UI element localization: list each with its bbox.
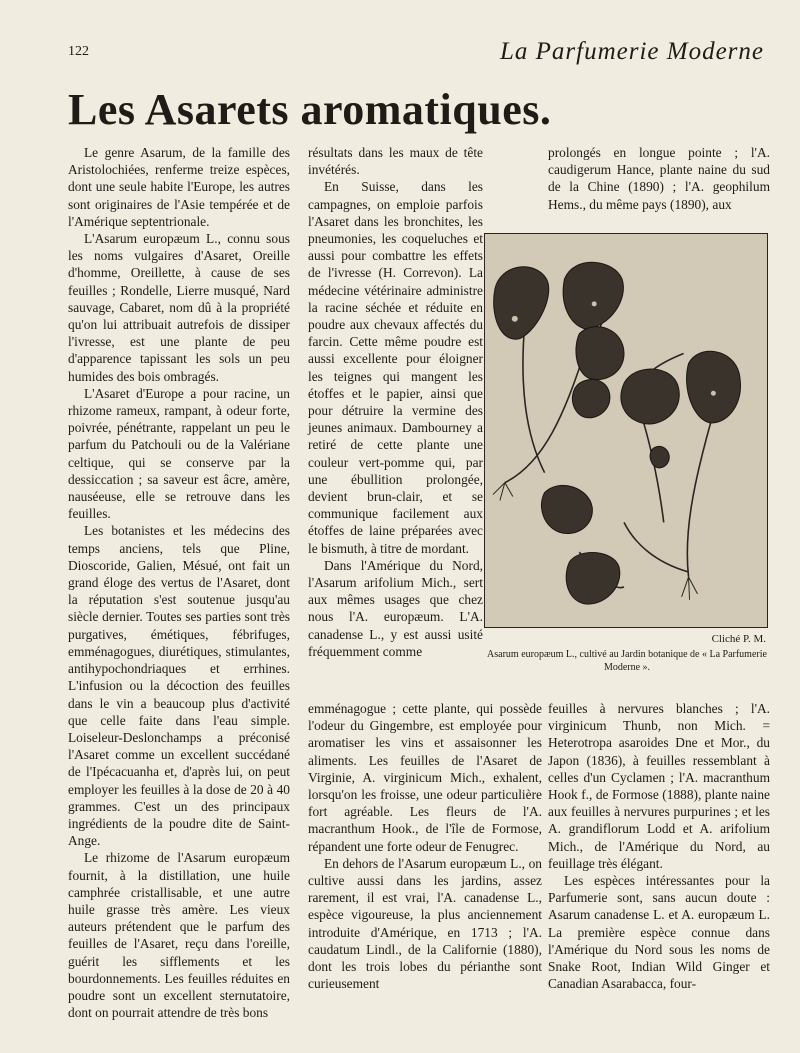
paragraph: En dehors de l'Asarum europæum L., on cultive aussi dans les jardins, assez rarement, il est vrai, l'A. canadense L., espèce vigoureuse, la plus anciennement introduite d'Amérique, en 1713 ; l'A. caudatum Lindl., de la Californie (1880), dont les trois lobes du périanthe sont curieusement: [308, 855, 542, 992]
paragraph: En Suisse, dans les campagnes, on emploie parfois l'Asaret dans les bronchites, les pneumonies, les coqueluches et aussi pour combattre les effets de l'ivresse (H. Correvon). La médecine vétérinaire administre la racine séchée et réduite en poudre aux chevaux affectés du farcin. Cette même poudre est aussi excellente pour éloigner les teignes qui mangent les étoffes et le papier, ainsi que pour détruire la vermine des jeunes animaux. Dambourney a retiré de cette plante une couleur vert-pomme qui, par une ébullition prolongée, devient brun-clair, et se communique facilement aux étoffes de laine préparées avec le bismuth, à titre de mordant.: [308, 179, 483, 556]
figure-caption: Asarum europæum L., cultivé au Jardin botanique de « La Parfumerie Moderne ».: [487, 649, 767, 673]
photo-credit: Cliché P. M.: [711, 633, 766, 645]
paragraph: prolongés en longue pointe ; l'A. caudigerum Hance, plante naine du sud de la Chine (1890) ; l'A. geophilum Hems., du même pays (1890), aux: [548, 145, 770, 212]
paragraph: Les botanistes et les médecins des temps anciens, tels que Pline, Dioscoride, Galien, Mésué, ont fait un grand éloge des vertus de l'Asaret, dont la réputation s'est soutenue jusqu'au siècle dernier. Toutes ses parties sont très purgatives, émétiques, fébrifuges, emménagogues, diurétiques, stimulantes, antihypochondriaques et errhines. L'infusion ou la décoction des feuilles dans le vin a beaucoup plus d'activité que celle faite dans l'eau simple. Loiseleur-Deslonchamps a préconisé l'Asaret comme un excellent succédané de l'Ipécacuanha et, d'après lui, on peut employer les feuilles à la dose de 20 à 40 grammes. C'est un des principaux ingrédients de la poudre dite de Saint-Ange.: [68, 523, 290, 849]
column-3: [548, 144, 770, 213]
column-2: [308, 144, 483, 660]
paragraph: Dans l'Amérique du Nord, l'Asarum arifolium Mich., sert aux mêmes usages que chez nous l'A. europæum. L'A. canadense L., y est aussi usité fréquemment comme: [308, 557, 483, 659]
page-number: 122: [68, 44, 89, 59]
asarum-illustration: [485, 234, 767, 627]
journal-title: La Parfumerie Moderne: [499, 38, 764, 65]
plant-photograph: [484, 233, 768, 628]
paragraph: Les espèces intéressantes pour la Parfumerie sont, sans aucun doute : Asarum canadense L. et A. europæum L. La première espèce connue dans l'Amérique du Nord sous les noms de Snake Root, Indian Wild Ginger et Canadian Asarabacca, four-: [548, 873, 770, 992]
column-2-lower: [308, 700, 542, 992]
paragraph: résultats dans les maux de tête invétérés.: [308, 145, 483, 178]
paragraph: emménagogue ; cette plante, qui possède l'odeur du Gingembre, est employée pour aromatiser les vins et assaisonner les aliments. Les feuilles de l'Asaret de Virginie, A. virginicum Mich., exhalent, lorsqu'on les froisse, une odeur particulière fort agréable. Les fleurs de l'A. macranthum Hook., de l'île de Formose, répandent une forte odeur de Fenugrec.: [308, 701, 542, 854]
paragraph: L'Asaret d'Europe a pour racine, un rhizome rameux, rampant, à odeur forte, poivrée, pénétrante, rappelant un peu le parfum du Patchouli ou de la Valériane celtique, qui se conserve par la dessiccation ; sa saveur est âcre, amère, nauséeuse, elle se retrouve dans les feuilles.: [68, 385, 290, 522]
article-title: Les Asarets aromatiques.: [68, 85, 552, 134]
column-3-lower: [548, 700, 770, 992]
paragraph: Le genre Asarum, de la famille des Aristolochiées, renferme treize espèces, dont une seule habite l'Europe, les autres sont originaires de l'Asie tempérée et de l'Amérique septentrionale.: [68, 145, 290, 229]
paragraph: feuilles à nervures blanches ; l'A. virginicum Thunb, non Mich. = Heterotropa asaroides Dne et Mor., du Japon (1836), à feuilles ressemblant à celles d'un Cyclamen ; l'A. macranthum Hook f., de Formose (1888), plante naine aux feuilles à nervures purpurines ; et les A. grandiflorum Lodd et A. arifolium Mich., de l'Amérique du Nord, au feuillage très élégant.: [548, 701, 770, 871]
column-1: [68, 144, 290, 1021]
paragraph: Le rhizome de l'Asarum europæum fournit, à la distillation, une huile camphrée cristallisable, et une autre huile grasse très amère. Les vieux auteurs prétendent que le parfum des feuilles de l'Asaret, reçu dans l'oreille, guérit les sifflements et les bourdonnements. Les feuilles réduites en poudre sont un excellent sternutatoire, dont on pourrait attendre de très bons: [68, 850, 290, 1021]
paragraph: L'Asarum europæum L., connu sous les noms vulgaires d'Asaret, Oreille d'homme, Oreillette, à cause de ses feuilles ; Rondelle, Lierre musqué, Nard sauvage, Cabaret, nom dû à la propriété qu'on lui attribuait autrefois de dissiper l'ivresse, est une plante de peu d'apparence tapissant les sols un peu humides des bois ombragés.: [68, 231, 290, 384]
